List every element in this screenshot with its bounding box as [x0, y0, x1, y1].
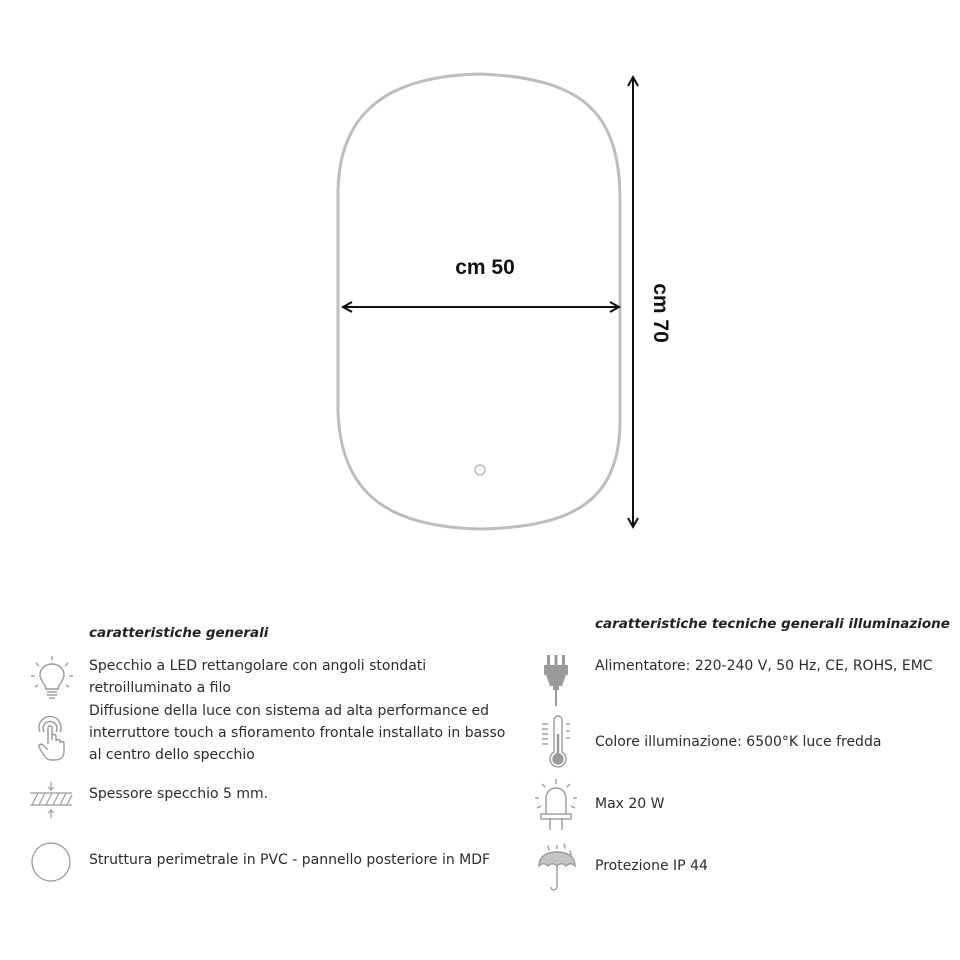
height-label: cm 70: [649, 283, 672, 343]
mirror-outline: [338, 74, 620, 529]
thickness-icon: [28, 780, 74, 822]
general-features-title: caratteristiche generali: [89, 625, 269, 641]
umbrella-rain-icon: [536, 842, 578, 894]
height-arrow: [628, 77, 638, 527]
feature-light-diffusion: Diffusione della luce con sistema ad alta performance ed interruttore touch a sfioramento frontale installato in basso al centro dello specchio: [89, 703, 506, 763]
circle-icon: [30, 841, 72, 883]
technical-features-title: caratteristiche tecniche generali illuminazione: [595, 616, 950, 632]
tech-power-supply: Alimentatore: 220-240 V, 50 Hz, CE, ROHS, EMC: [595, 658, 933, 674]
thermometer-icon: [540, 714, 574, 772]
plug-icon: [540, 652, 572, 708]
feature-led-mirror: Specchio a LED rettangolare con angoli stondati retroilluminato a filo: [89, 658, 427, 696]
led-bulb-icon: [533, 778, 579, 832]
tech-max-power: Max 20 W: [595, 796, 665, 812]
tech-ip-rating: Protezione IP 44: [595, 858, 708, 874]
width-arrow: [343, 302, 619, 312]
touch-hand-icon: [32, 714, 70, 762]
touch-switch: [475, 465, 485, 475]
feature-structure: Struttura perimetrale in PVC - pannello posteriore in MDF: [89, 852, 491, 868]
tech-light-color: Colore illuminazione: 6500°K luce fredda: [595, 734, 882, 750]
feature-thickness: Spessore specchio 5 mm.: [89, 786, 269, 802]
width-label: cm 50: [455, 256, 515, 279]
lightbulb-icon: [30, 654, 74, 704]
